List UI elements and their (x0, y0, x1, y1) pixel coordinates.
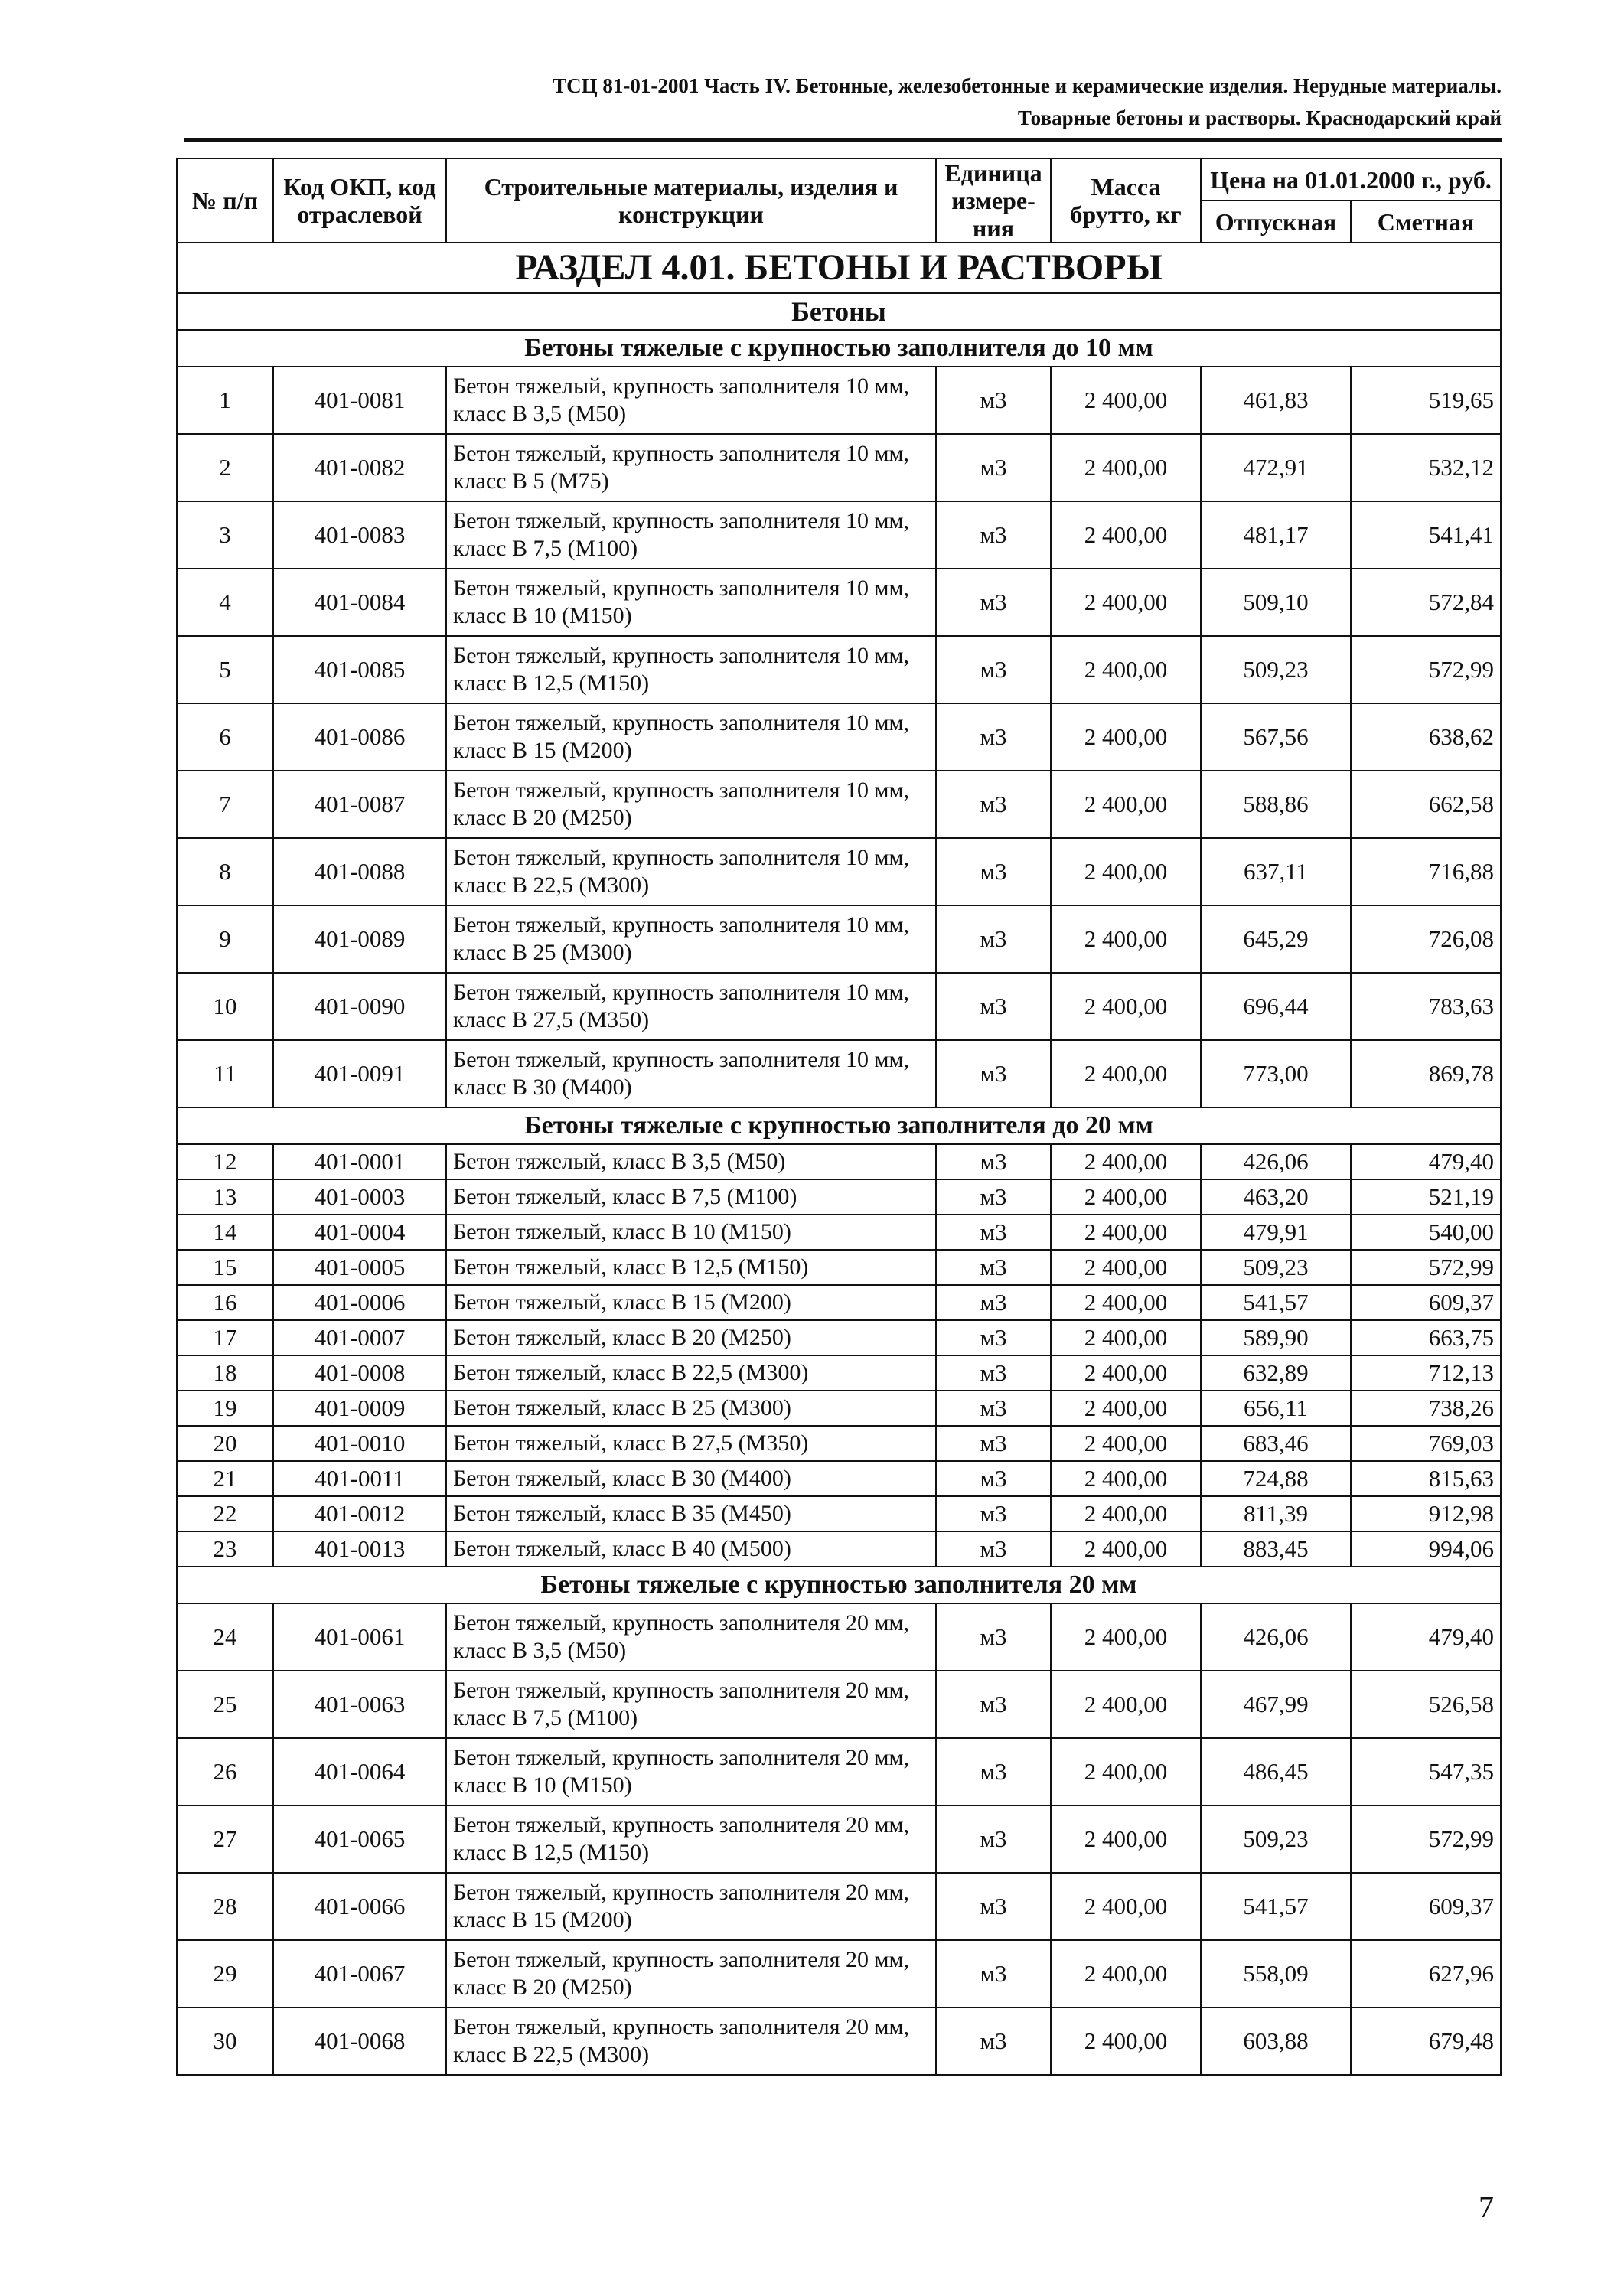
table-row (177, 2007, 1501, 2075)
row-name: Бетон тяжелый, класс В 15 (М200) (446, 1285, 936, 1320)
table-row (177, 771, 1501, 838)
row-release-price: 509,10 (1201, 569, 1351, 636)
row-unit: м3 (936, 1355, 1051, 1391)
row-name: Бетон тяжелый, крупность заполнителя 20 мм, класс В 7,5 (М100) (446, 1671, 936, 1738)
row-estimate-price: 663,75 (1351, 1320, 1501, 1355)
row-release-price: 509,23 (1201, 1805, 1351, 1873)
table-row (177, 1426, 1501, 1461)
row-unit: м3 (936, 1320, 1051, 1355)
row-mass: 2 400,00 (1051, 1805, 1201, 1873)
table-row (177, 1285, 1501, 1320)
row-mass: 2 400,00 (1051, 1250, 1201, 1285)
col-header-mass: Масса брутто, кг (1051, 158, 1201, 243)
row-estimate-price: 815,63 (1351, 1461, 1501, 1496)
row-release-price: 461,83 (1201, 367, 1351, 434)
row-estimate-price: 738,26 (1351, 1391, 1501, 1426)
row-number: 13 (177, 1179, 273, 1215)
row-code: 401-0005 (273, 1250, 446, 1285)
row-mass: 2 400,00 (1051, 367, 1201, 434)
col-header-num: № п/п (177, 158, 273, 243)
row-code: 401-0065 (273, 1805, 446, 1873)
row-mass: 2 400,00 (1051, 1940, 1201, 2007)
row-number: 4 (177, 569, 273, 636)
row-mass: 2 400,00 (1051, 1285, 1201, 1320)
row-estimate-price: 662,58 (1351, 771, 1501, 838)
row-estimate-price: 519,65 (1351, 367, 1501, 434)
row-unit: м3 (936, 569, 1051, 636)
row-code: 401-0083 (273, 501, 446, 569)
row-number: 10 (177, 973, 273, 1040)
row-mass: 2 400,00 (1051, 1179, 1201, 1215)
row-estimate-price: 521,19 (1351, 1179, 1501, 1215)
row-code: 401-0001 (273, 1144, 446, 1179)
row-estimate-price: 712,13 (1351, 1355, 1501, 1391)
row-mass: 2 400,00 (1051, 838, 1201, 905)
row-unit: м3 (936, 1496, 1051, 1531)
table-row (177, 1215, 1501, 1250)
row-number: 23 (177, 1531, 273, 1567)
row-code: 401-0009 (273, 1391, 446, 1426)
row-unit: м3 (936, 434, 1051, 501)
row-estimate-price: 869,78 (1351, 1040, 1501, 1107)
table-row (177, 1461, 1501, 1496)
table-row (177, 1671, 1501, 1738)
row-unit: м3 (936, 1738, 1051, 1805)
table-row (177, 1531, 1501, 1567)
row-unit: м3 (936, 1873, 1051, 1940)
row-code: 401-0090 (273, 973, 446, 1040)
table-row (177, 703, 1501, 771)
row-mass: 2 400,00 (1051, 973, 1201, 1040)
table-row (177, 1320, 1501, 1355)
row-name: Бетон тяжелый, крупность заполнителя 20 мм, класс В 3,5 (М50) (446, 1603, 936, 1671)
row-name: Бетон тяжелый, класс В 27,5 (М350) (446, 1426, 936, 1461)
row-code: 401-0085 (273, 636, 446, 703)
row-code: 401-0086 (273, 703, 446, 771)
row-number: 6 (177, 703, 273, 771)
row-name: Бетон тяжелый, крупность заполнителя 10 мм, класс В 5 (М75) (446, 434, 936, 501)
row-mass: 2 400,00 (1051, 905, 1201, 973)
row-mass: 2 400,00 (1051, 1040, 1201, 1107)
row-release-price: 811,39 (1201, 1496, 1351, 1531)
row-name: Бетон тяжелый, класс В 10 (М150) (446, 1215, 936, 1250)
row-estimate-price: 547,35 (1351, 1738, 1501, 1805)
row-number: 28 (177, 1873, 273, 1940)
row-mass: 2 400,00 (1051, 1215, 1201, 1250)
row-estimate-price: 783,63 (1351, 973, 1501, 1040)
row-mass: 2 400,00 (1051, 1320, 1201, 1355)
row-release-price: 509,23 (1201, 636, 1351, 703)
row-code: 401-0068 (273, 2007, 446, 2075)
row-name: Бетон тяжелый, крупность заполнителя 10 мм, класс В 20 (М250) (446, 771, 936, 838)
row-estimate-price: 572,99 (1351, 1805, 1501, 1873)
row-number: 3 (177, 501, 273, 569)
row-name: Бетон тяжелый, класс В 35 (М450) (446, 1496, 936, 1531)
row-estimate-price: 726,08 (1351, 905, 1501, 973)
row-number: 11 (177, 1040, 273, 1107)
row-number: 19 (177, 1391, 273, 1426)
row-unit: м3 (936, 2007, 1051, 2075)
row-mass: 2 400,00 (1051, 1355, 1201, 1391)
row-unit: м3 (936, 1461, 1051, 1496)
price-table (176, 158, 1502, 2076)
row-code: 401-0089 (273, 905, 446, 973)
row-code: 401-0011 (273, 1461, 446, 1496)
table-row (177, 434, 1501, 501)
row-number: 16 (177, 1285, 273, 1320)
row-unit: м3 (936, 771, 1051, 838)
row-release-price: 637,11 (1201, 838, 1351, 905)
row-name: Бетон тяжелый, класс В 12,5 (М150) (446, 1250, 936, 1285)
group-title: Бетоны (177, 293, 1501, 330)
row-mass: 2 400,00 (1051, 1671, 1201, 1738)
row-estimate-price: 572,99 (1351, 636, 1501, 703)
row-estimate-price: 627,96 (1351, 1940, 1501, 2007)
row-number: 24 (177, 1603, 273, 1671)
col-header-release-price: Отпускная (1201, 201, 1351, 243)
row-estimate-price: 769,03 (1351, 1426, 1501, 1461)
row-release-price: 426,06 (1201, 1603, 1351, 1671)
row-release-price: 558,09 (1201, 1940, 1351, 2007)
row-unit: м3 (936, 1671, 1051, 1738)
row-unit: м3 (936, 703, 1051, 771)
row-estimate-price: 572,99 (1351, 1250, 1501, 1285)
row-name: Бетон тяжелый, крупность заполнителя 20 мм, класс В 10 (М150) (446, 1738, 936, 1805)
row-name: Бетон тяжелый, класс В 40 (М500) (446, 1531, 936, 1567)
row-estimate-price: 572,84 (1351, 569, 1501, 636)
row-code: 401-0010 (273, 1426, 446, 1461)
row-mass: 2 400,00 (1051, 1496, 1201, 1531)
row-mass: 2 400,00 (1051, 1531, 1201, 1567)
row-mass: 2 400,00 (1051, 1461, 1201, 1496)
row-unit: м3 (936, 905, 1051, 973)
row-number: 18 (177, 1355, 273, 1391)
row-code: 401-0066 (273, 1873, 446, 1940)
row-code: 401-0013 (273, 1531, 446, 1567)
row-number: 1 (177, 367, 273, 434)
running-header-line-1: ТСЦ 81-01-2001 Часть IV. Бетонные, железобетонные и керамические изделия. Нерудные материалы. (553, 74, 1502, 97)
table-row (177, 1940, 1501, 2007)
row-mass: 2 400,00 (1051, 434, 1201, 501)
subgroup-title: Бетоны тяжелые с крупностью заполнителя до 10 мм (177, 330, 1501, 367)
row-release-price: 541,57 (1201, 1873, 1351, 1940)
row-estimate-price: 679,48 (1351, 2007, 1501, 2075)
row-unit: м3 (936, 1179, 1051, 1215)
row-name: Бетон тяжелый, крупность заполнителя 20 мм, класс В 12,5 (М150) (446, 1805, 936, 1873)
table-row (177, 1805, 1501, 1873)
row-estimate-price: 716,88 (1351, 838, 1501, 905)
row-code: 401-0081 (273, 367, 446, 434)
header-rule (184, 138, 1502, 142)
row-number: 15 (177, 1250, 273, 1285)
row-estimate-price: 540,00 (1351, 1215, 1501, 1250)
table-row (177, 1355, 1501, 1391)
subgroup-title: Бетоны тяжелые с крупностью заполнителя 20 мм (177, 1567, 1501, 1603)
row-name: Бетон тяжелый, класс В 3,5 (М50) (446, 1144, 936, 1179)
row-release-price: 632,89 (1201, 1355, 1351, 1391)
row-code: 401-0088 (273, 838, 446, 905)
row-mass: 2 400,00 (1051, 569, 1201, 636)
row-unit: м3 (936, 1040, 1051, 1107)
table-row (177, 501, 1501, 569)
page-number: 7 (1479, 2190, 1494, 2224)
row-estimate-price: 532,12 (1351, 434, 1501, 501)
col-header-code: Код ОКП, код отраслевой (273, 158, 446, 243)
row-estimate-price: 479,40 (1351, 1144, 1501, 1179)
row-name: Бетон тяжелый, крупность заполнителя 10 мм, класс В 12,5 (М150) (446, 636, 936, 703)
row-release-price: 883,45 (1201, 1531, 1351, 1567)
row-code: 401-0012 (273, 1496, 446, 1531)
row-estimate-price: 912,98 (1351, 1496, 1501, 1531)
row-number: 7 (177, 771, 273, 838)
row-unit: м3 (936, 1603, 1051, 1671)
row-name: Бетон тяжелый, класс В 30 (М400) (446, 1461, 936, 1496)
row-number: 17 (177, 1320, 273, 1355)
row-code: 401-0082 (273, 434, 446, 501)
row-unit: м3 (936, 367, 1051, 434)
row-code: 401-0061 (273, 1603, 446, 1671)
row-release-price: 481,17 (1201, 501, 1351, 569)
row-unit: м3 (936, 838, 1051, 905)
row-estimate-price: 609,37 (1351, 1873, 1501, 1940)
table-row (177, 1250, 1501, 1285)
row-estimate-price: 526,58 (1351, 1671, 1501, 1738)
row-release-price: 683,46 (1201, 1426, 1351, 1461)
row-name: Бетон тяжелый, крупность заполнителя 10 мм, класс В 10 (М150) (446, 569, 936, 636)
row-release-price: 656,11 (1201, 1391, 1351, 1426)
row-estimate-price: 541,41 (1351, 501, 1501, 569)
row-code: 401-0084 (273, 569, 446, 636)
row-name: Бетон тяжелый, класс В 20 (М250) (446, 1320, 936, 1355)
section-title: РАЗДЕЛ 4.01. БЕТОНЫ И РАСТВОРЫ (177, 243, 1501, 293)
row-mass: 2 400,00 (1051, 1738, 1201, 1805)
row-release-price: 426,06 (1201, 1144, 1351, 1179)
table-header (177, 158, 1501, 243)
table-row (177, 1391, 1501, 1426)
row-code: 401-0008 (273, 1355, 446, 1391)
table-row (177, 1496, 1501, 1531)
row-unit: м3 (936, 973, 1051, 1040)
row-number: 22 (177, 1496, 273, 1531)
row-name: Бетон тяжелый, класс В 22,5 (М300) (446, 1355, 936, 1391)
subgroup-title: Бетоны тяжелые с крупностью заполнителя до 20 мм (177, 1107, 1501, 1144)
table-row (177, 1179, 1501, 1215)
row-release-price: 567,56 (1201, 703, 1351, 771)
row-code: 401-0003 (273, 1179, 446, 1215)
row-name: Бетон тяжелый, крупность заполнителя 20 мм, класс В 20 (М250) (446, 1940, 936, 2007)
row-release-price: 589,90 (1201, 1320, 1351, 1355)
row-name: Бетон тяжелый, класс В 7,5 (М100) (446, 1179, 936, 1215)
row-number: 20 (177, 1426, 273, 1461)
row-release-price: 479,91 (1201, 1215, 1351, 1250)
row-name: Бетон тяжелый, крупность заполнителя 10 мм, класс В 27,5 (М350) (446, 973, 936, 1040)
row-release-price: 463,20 (1201, 1179, 1351, 1215)
row-unit: м3 (936, 1285, 1051, 1320)
col-header-estimate-price: Сметная (1351, 201, 1501, 243)
table-row (177, 1040, 1501, 1107)
row-release-price: 603,88 (1201, 2007, 1351, 2075)
row-release-price: 509,23 (1201, 1250, 1351, 1285)
row-name: Бетон тяжелый, крупность заполнителя 20 мм, класс В 22,5 (М300) (446, 2007, 936, 2075)
row-name: Бетон тяжелый, крупность заполнителя 10 мм, класс В 22,5 (М300) (446, 838, 936, 905)
row-estimate-price: 638,62 (1351, 703, 1501, 771)
row-unit: м3 (936, 1215, 1051, 1250)
running-header-line-2: Товарные бетоны и растворы. Краснодарский край (1017, 106, 1502, 129)
row-mass: 2 400,00 (1051, 1391, 1201, 1426)
row-unit: м3 (936, 1805, 1051, 1873)
row-code: 401-0063 (273, 1671, 446, 1738)
row-unit: м3 (936, 1426, 1051, 1461)
row-estimate-price: 479,40 (1351, 1603, 1501, 1671)
row-number: 25 (177, 1671, 273, 1738)
row-release-price: 472,91 (1201, 434, 1351, 501)
row-code: 401-0007 (273, 1320, 446, 1355)
col-header-unit: Единица измере-ния (936, 158, 1051, 243)
row-mass: 2 400,00 (1051, 1426, 1201, 1461)
table-row (177, 1738, 1501, 1805)
row-name: Бетон тяжелый, крупность заполнителя 10 мм, класс В 30 (М400) (446, 1040, 936, 1107)
row-name: Бетон тяжелый, крупность заполнителя 10 мм, класс В 25 (М300) (446, 905, 936, 973)
row-unit: м3 (936, 1531, 1051, 1567)
row-mass: 2 400,00 (1051, 1603, 1201, 1671)
row-name: Бетон тяжелый, крупность заполнителя 10 мм, класс В 3,5 (М50) (446, 367, 936, 434)
row-unit: м3 (936, 1144, 1051, 1179)
row-unit: м3 (936, 1940, 1051, 2007)
row-release-price: 588,86 (1201, 771, 1351, 838)
table-row (177, 367, 1501, 434)
row-number: 29 (177, 1940, 273, 2007)
table-row (177, 1144, 1501, 1179)
row-mass: 2 400,00 (1051, 771, 1201, 838)
row-number: 21 (177, 1461, 273, 1496)
row-mass: 2 400,00 (1051, 1144, 1201, 1179)
table-row (177, 636, 1501, 703)
row-unit: м3 (936, 1250, 1051, 1285)
table-row (177, 1873, 1501, 1940)
row-name: Бетон тяжелый, крупность заполнителя 20 мм, класс В 15 (М200) (446, 1873, 936, 1940)
row-release-price: 645,29 (1201, 905, 1351, 973)
row-release-price: 486,45 (1201, 1738, 1351, 1805)
row-mass: 2 400,00 (1051, 2007, 1201, 2075)
row-number: 27 (177, 1805, 273, 1873)
row-release-price: 773,00 (1201, 1040, 1351, 1107)
row-release-price: 541,57 (1201, 1285, 1351, 1320)
row-unit: м3 (936, 1391, 1051, 1426)
row-estimate-price: 609,37 (1351, 1285, 1501, 1320)
row-number: 8 (177, 838, 273, 905)
row-mass: 2 400,00 (1051, 1873, 1201, 1940)
row-code: 401-0006 (273, 1285, 446, 1320)
col-header-price: Цена на 01.01.2000 г., руб. (1201, 158, 1501, 201)
table-body (177, 243, 1501, 2075)
row-estimate-price: 994,06 (1351, 1531, 1501, 1567)
row-code: 401-0004 (273, 1215, 446, 1250)
row-release-price: 467,99 (1201, 1671, 1351, 1738)
row-number: 26 (177, 1738, 273, 1805)
table-row (177, 838, 1501, 905)
row-number: 12 (177, 1144, 273, 1179)
row-unit: м3 (936, 501, 1051, 569)
row-code: 401-0091 (273, 1040, 446, 1107)
row-number: 5 (177, 636, 273, 703)
row-unit: м3 (936, 636, 1051, 703)
row-number: 30 (177, 2007, 273, 2075)
table-row (177, 569, 1501, 636)
table-row (177, 973, 1501, 1040)
row-code: 401-0087 (273, 771, 446, 838)
row-name: Бетон тяжелый, крупность заполнителя 10 мм, класс В 15 (М200) (446, 703, 936, 771)
row-number: 9 (177, 905, 273, 973)
row-number: 2 (177, 434, 273, 501)
row-mass: 2 400,00 (1051, 703, 1201, 771)
table-row (177, 905, 1501, 973)
row-code: 401-0064 (273, 1738, 446, 1805)
row-name: Бетон тяжелый, класс В 25 (М300) (446, 1391, 936, 1426)
row-number: 14 (177, 1215, 273, 1250)
row-mass: 2 400,00 (1051, 501, 1201, 569)
row-release-price: 724,88 (1201, 1461, 1351, 1496)
row-release-price: 696,44 (1201, 973, 1351, 1040)
row-code: 401-0067 (273, 1940, 446, 2007)
row-name: Бетон тяжелый, крупность заполнителя 10 мм, класс В 7,5 (М100) (446, 501, 936, 569)
table-row (177, 1603, 1501, 1671)
row-mass: 2 400,00 (1051, 636, 1201, 703)
col-header-name: Строительные материалы, изделия и конструкции (446, 158, 936, 243)
